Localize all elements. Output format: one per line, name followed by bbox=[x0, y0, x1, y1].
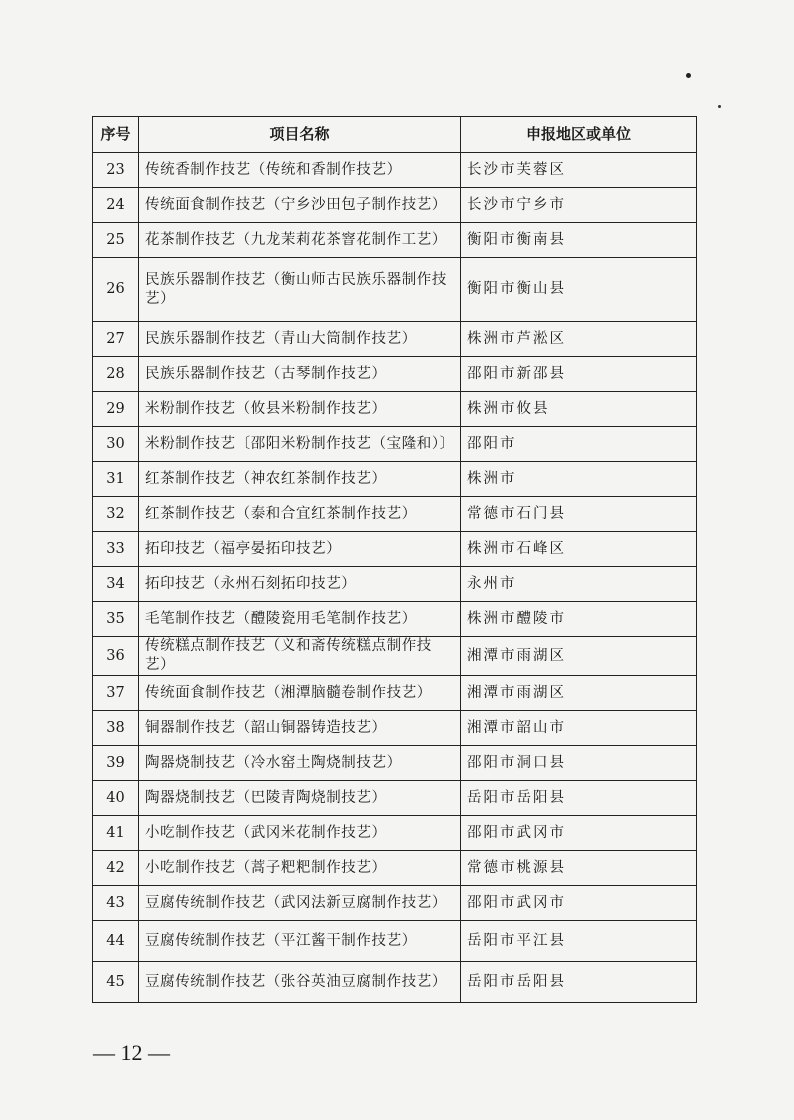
project-name: 传统糕点制作技艺（义和斋传统糕点制作技艺） bbox=[139, 637, 461, 676]
table-row bbox=[93, 711, 697, 746]
project-name: 豆腐传统制作技艺（武冈法新豆腐制作技艺） bbox=[139, 886, 461, 921]
table-row bbox=[93, 746, 697, 781]
table-row bbox=[93, 497, 697, 532]
table-row bbox=[93, 962, 697, 1003]
scan-mark bbox=[718, 105, 721, 108]
project-name: 民族乐器制作技艺（衡山师古民族乐器制作技艺） bbox=[139, 258, 461, 322]
project-name: 陶器烧制技艺（巴陵青陶烧制技艺） bbox=[139, 781, 461, 816]
table-row bbox=[93, 921, 697, 962]
region-name: 株洲市 bbox=[461, 462, 697, 497]
project-name: 拓印技艺（永州石刻拓印技艺） bbox=[139, 567, 461, 602]
table-row bbox=[93, 357, 697, 392]
project-name: 红茶制作技艺（泰和合宜红茶制作技艺） bbox=[139, 497, 461, 532]
region-name: 长沙市宁乡市 bbox=[461, 188, 697, 223]
table-row bbox=[93, 816, 697, 851]
region-name: 衡阳市衡山县 bbox=[461, 258, 697, 322]
table-row bbox=[93, 676, 697, 711]
project-name: 米粉制作技艺（攸县米粉制作技艺） bbox=[139, 392, 461, 427]
project-name: 花茶制作技艺（九龙茉莉花茶窨花制作工艺） bbox=[139, 223, 461, 258]
row-number: 43 bbox=[93, 886, 139, 921]
region-name: 湘潭市雨湖区 bbox=[461, 637, 697, 676]
table-row bbox=[93, 637, 697, 676]
region-name: 常德市石门县 bbox=[461, 497, 697, 532]
region-name: 株洲市芦淞区 bbox=[461, 322, 697, 357]
row-number: 25 bbox=[93, 223, 139, 258]
project-name: 传统香制作技艺（传统和香制作技艺） bbox=[139, 153, 461, 188]
region-name: 邵阳市武冈市 bbox=[461, 816, 697, 851]
table-row bbox=[93, 532, 697, 567]
project-name: 小吃制作技艺（蒿子粑粑制作技艺） bbox=[139, 851, 461, 886]
region-name: 长沙市芙蓉区 bbox=[461, 153, 697, 188]
row-number: 38 bbox=[93, 711, 139, 746]
table-row bbox=[93, 153, 697, 188]
table-row bbox=[93, 851, 697, 886]
table-row bbox=[93, 602, 697, 637]
table-row bbox=[93, 188, 697, 223]
project-name: 传统面食制作技艺（宁乡沙田包子制作技艺） bbox=[139, 188, 461, 223]
table-row bbox=[93, 567, 697, 602]
table-row bbox=[93, 322, 697, 357]
region-name: 邵阳市新邵县 bbox=[461, 357, 697, 392]
project-name: 铜器制作技艺（韶山铜器铸造技艺） bbox=[139, 711, 461, 746]
region-name: 株洲市石峰区 bbox=[461, 532, 697, 567]
region-name: 岳阳市岳阳县 bbox=[461, 781, 697, 816]
row-number: 40 bbox=[93, 781, 139, 816]
table-row bbox=[93, 462, 697, 497]
table-row bbox=[93, 223, 697, 258]
project-name: 陶器烧制技艺（冷水窑土陶烧制技艺） bbox=[139, 746, 461, 781]
project-name: 传统面食制作技艺（湘潭脑髓卷制作技艺） bbox=[139, 676, 461, 711]
table-row bbox=[93, 392, 697, 427]
project-name: 米粉制作技艺〔邵阳米粉制作技艺（宝隆和）〕 bbox=[139, 427, 461, 462]
row-number: 36 bbox=[93, 637, 139, 676]
table-row bbox=[93, 781, 697, 816]
table-row bbox=[93, 427, 697, 462]
row-number: 32 bbox=[93, 497, 139, 532]
row-number: 31 bbox=[93, 462, 139, 497]
heritage-project-table bbox=[92, 116, 697, 1003]
table-row bbox=[93, 258, 697, 322]
region-name: 常德市桃源县 bbox=[461, 851, 697, 886]
row-number: 35 bbox=[93, 602, 139, 637]
region-name: 邵阳市武冈市 bbox=[461, 886, 697, 921]
row-number: 33 bbox=[93, 532, 139, 567]
row-number: 23 bbox=[93, 153, 139, 188]
row-number: 44 bbox=[93, 921, 139, 962]
header-serial-number: 序号 bbox=[93, 117, 139, 153]
page-number: — 12 — bbox=[93, 1040, 170, 1065]
project-name: 民族乐器制作技艺（古琴制作技艺） bbox=[139, 357, 461, 392]
project-name: 豆腐传统制作技艺（平江酱干制作技艺） bbox=[139, 921, 461, 962]
row-number: 26 bbox=[93, 258, 139, 322]
scan-mark bbox=[686, 73, 691, 78]
project-name: 毛笔制作技艺（醴陵瓷用毛笔制作技艺） bbox=[139, 602, 461, 637]
row-number: 37 bbox=[93, 676, 139, 711]
row-number: 41 bbox=[93, 816, 139, 851]
row-number: 27 bbox=[93, 322, 139, 357]
row-number: 30 bbox=[93, 427, 139, 462]
project-name: 豆腐传统制作技艺（张谷英油豆腐制作技艺） bbox=[139, 962, 461, 1003]
project-name: 民族乐器制作技艺（青山大筒制作技艺） bbox=[139, 322, 461, 357]
row-number: 24 bbox=[93, 188, 139, 223]
project-name: 红茶制作技艺（神农红茶制作技艺） bbox=[139, 462, 461, 497]
row-number: 45 bbox=[93, 962, 139, 1003]
region-name: 湘潭市韶山市 bbox=[461, 711, 697, 746]
header-project-name: 项目名称 bbox=[139, 117, 461, 153]
table-header-row bbox=[93, 117, 697, 153]
region-name: 永州市 bbox=[461, 567, 697, 602]
region-name: 邵阳市洞口县 bbox=[461, 746, 697, 781]
region-name: 岳阳市岳阳县 bbox=[461, 962, 697, 1003]
row-number: 42 bbox=[93, 851, 139, 886]
row-number: 29 bbox=[93, 392, 139, 427]
region-name: 岳阳市平江县 bbox=[461, 921, 697, 962]
table-row bbox=[93, 886, 697, 921]
row-number: 39 bbox=[93, 746, 139, 781]
project-name: 小吃制作技艺（武冈米花制作技艺） bbox=[139, 816, 461, 851]
project-name: 拓印技艺（福亭晏拓印技艺） bbox=[139, 532, 461, 567]
row-number: 34 bbox=[93, 567, 139, 602]
region-name: 衡阳市衡南县 bbox=[461, 223, 697, 258]
header-region: 申报地区或单位 bbox=[461, 117, 697, 153]
row-number: 28 bbox=[93, 357, 139, 392]
region-name: 株洲市攸县 bbox=[461, 392, 697, 427]
region-name: 邵阳市 bbox=[461, 427, 697, 462]
region-name: 湘潭市雨湖区 bbox=[461, 676, 697, 711]
region-name: 株洲市醴陵市 bbox=[461, 602, 697, 637]
